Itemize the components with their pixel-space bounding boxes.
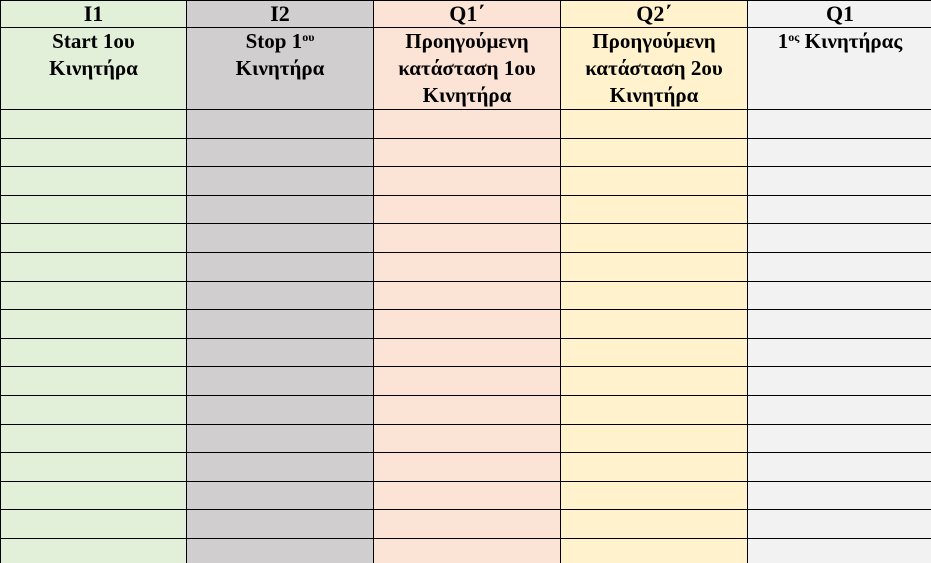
cell-q1-prev[interactable] [374,224,561,253]
header-desc-q2-prev-line1: Προηγούμενη [592,29,716,53]
header-desc-i2 [187,28,374,110]
cell-i2[interactable] [187,167,374,196]
cell-q1-prev[interactable] [374,281,561,310]
cell-q2-prev[interactable] [561,224,748,253]
cell-i1[interactable] [1,138,187,167]
table-row [1,424,931,453]
cell-i2[interactable] [187,338,374,367]
header-desc-row [1,28,931,110]
cell-i1[interactable] [1,481,187,510]
cell-i1[interactable] [1,367,187,396]
header-desc-q1-rest: Κινητήρας [799,29,903,53]
table-row [1,538,931,563]
table-row [1,310,931,339]
header-desc-i2-line1 [187,28,373,55]
header-code-i2: I2 [187,1,374,28]
header-desc-q1 [748,28,931,110]
cell-i2[interactable] [187,367,374,396]
header-code-q1: Q1 [748,1,931,28]
cell-q2-prev[interactable] [561,167,748,196]
cell-q2-prev[interactable] [561,453,748,482]
cell-i2[interactable] [187,510,374,539]
cell-q2-prev[interactable] [561,110,748,139]
cell-q1[interactable] [748,453,931,482]
cell-i2[interactable] [187,224,374,253]
cell-q2-prev[interactable] [561,195,748,224]
cell-q1-prev[interactable] [374,395,561,424]
header-desc-q2-prev-line2: κατάσταση 2ου [585,56,723,80]
cell-i1[interactable] [1,338,187,367]
table-row [1,395,931,424]
cell-q2-prev[interactable] [561,310,748,339]
cell-q1-prev[interactable] [374,110,561,139]
table-row [1,281,931,310]
table-row [1,453,931,482]
cell-i2[interactable] [187,195,374,224]
cell-q1-prev[interactable] [374,510,561,539]
cell-q1-prev[interactable] [374,367,561,396]
cell-i1[interactable] [1,395,187,424]
cell-q1[interactable] [748,367,931,396]
header-desc-q1-prev-line2: κατάσταση 1ου [398,56,536,80]
cell-q1[interactable] [748,195,931,224]
header-code-q1-prev: Q1΄ [374,1,561,28]
table-row [1,167,931,196]
header-desc-q1-prev-line1: Προηγούμενη [405,29,529,53]
cell-i1[interactable] [1,252,187,281]
cell-i1[interactable] [1,224,187,253]
table-row [1,338,931,367]
header-desc-i1-line2: Κινητήρα [49,56,138,80]
cell-q1-prev[interactable] [374,538,561,563]
cell-i2[interactable] [187,424,374,453]
cell-q2-prev[interactable] [561,252,748,281]
cell-i2[interactable] [187,481,374,510]
cell-q2-prev[interactable] [561,138,748,167]
header-desc-q2-prev [561,28,748,110]
table-row [1,138,931,167]
cell-q2-prev[interactable] [561,510,748,539]
cell-i2[interactable] [187,453,374,482]
cell-i1[interactable] [1,310,187,339]
table-row [1,481,931,510]
cell-i1[interactable] [1,195,187,224]
cell-i2[interactable] [187,538,374,563]
cell-q1-prev[interactable] [374,453,561,482]
header-code-row [1,1,931,28]
cell-i1[interactable] [1,167,187,196]
table-row [1,224,931,253]
header-desc-q1-prev [374,28,561,110]
cell-i1[interactable] [1,281,187,310]
cell-q1-prev[interactable] [374,252,561,281]
table-row [1,195,931,224]
cell-q1-prev[interactable] [374,310,561,339]
cell-q1-prev[interactable] [374,167,561,196]
cell-q2-prev[interactable] [561,395,748,424]
cell-q1[interactable] [748,481,931,510]
table-body [1,110,931,563]
cell-i2[interactable] [187,138,374,167]
header-desc-i1 [1,28,187,110]
cell-q1[interactable] [748,110,931,139]
cell-q2-prev[interactable] [561,481,748,510]
cell-q1-prev[interactable] [374,338,561,367]
table-row [1,510,931,539]
header-desc-q1-prev-line3: Κινητήρα [422,83,512,107]
cell-q1[interactable] [748,338,931,367]
cell-q2-prev[interactable] [561,538,748,563]
cell-q1[interactable] [748,224,931,253]
cell-q2-prev[interactable] [561,281,748,310]
cell-q1-prev[interactable] [374,138,561,167]
cell-i2[interactable] [187,310,374,339]
cell-q1[interactable] [748,395,931,424]
header-desc-i1-line1: Start 1ου [52,29,135,53]
table-row [1,367,931,396]
cell-i1[interactable] [1,453,187,482]
header-desc-q1-main: 1 [777,29,789,53]
header-desc-i2-main: Stop 1 [245,29,303,53]
cell-q2-prev[interactable] [561,367,748,396]
cell-q1-prev[interactable] [374,424,561,453]
cell-i1[interactable] [1,424,187,453]
cell-q1[interactable] [748,138,931,167]
header-desc-i2-sup: ου [302,30,315,44]
cell-q2-prev[interactable] [561,424,748,453]
cell-i1[interactable] [1,110,187,139]
cell-q1[interactable] [748,281,931,310]
table-row [1,252,931,281]
cell-q1[interactable] [748,510,931,539]
cell-i2[interactable] [187,395,374,424]
cell-q2-prev[interactable] [561,338,748,367]
header-desc-q1-line1 [748,28,931,55]
header-desc-i2-line2: Κινητήρα [235,56,325,80]
cell-q1[interactable] [748,252,931,281]
cell-q1-prev[interactable] [374,481,561,510]
cell-i2[interactable] [187,281,374,310]
cell-q1[interactable] [748,538,931,563]
header-desc-q2-prev-line3: Κινητήρα [609,83,699,107]
cell-q1[interactable] [748,310,931,339]
header-desc-q1-sup: ος [788,30,800,44]
cell-q1[interactable] [748,424,931,453]
header-code-i1: I1 [1,1,187,28]
cell-i2[interactable] [187,110,374,139]
cell-i1[interactable] [1,510,187,539]
cell-i2[interactable] [187,252,374,281]
cell-i1[interactable] [1,538,187,563]
cell-q1-prev[interactable] [374,195,561,224]
table-row [1,110,931,139]
header-code-q2-prev: Q2΄ [561,1,748,28]
cell-q1[interactable] [748,167,931,196]
